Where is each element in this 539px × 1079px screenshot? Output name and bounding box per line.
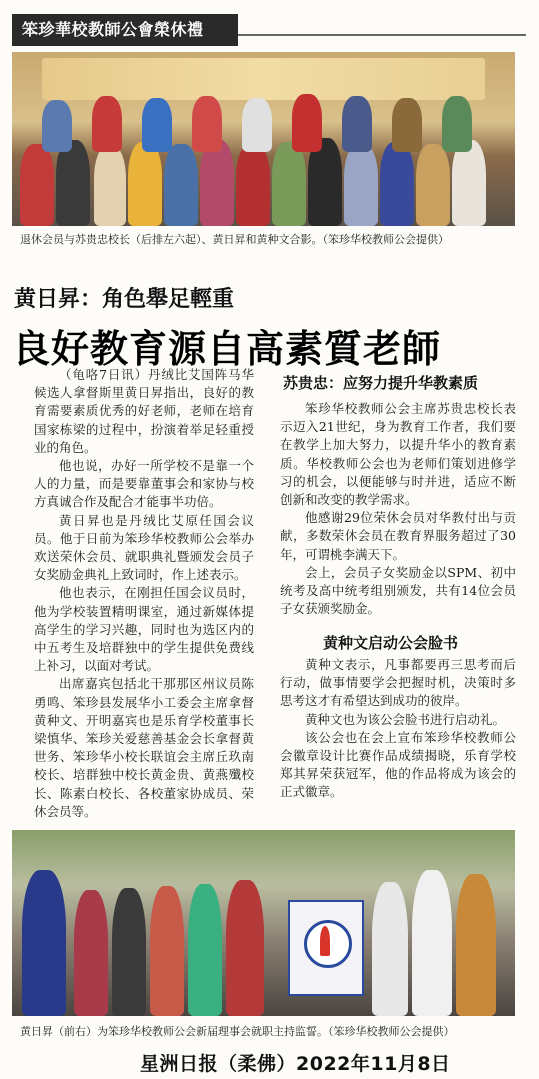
person	[226, 880, 264, 1016]
person	[112, 888, 146, 1016]
paragraph: 他也说，办好一所学校不是靠一个人的力量，而是要靠董事会和家协与校方真诚合作及配合才能事半功倍。	[34, 458, 254, 510]
person	[392, 98, 422, 152]
photo-banner	[42, 58, 485, 100]
person	[272, 142, 306, 226]
person	[22, 870, 66, 1016]
person	[344, 144, 378, 226]
paragraph: 黄种文也为该公会脸书进行启动礼。	[305, 711, 506, 727]
person	[380, 142, 414, 226]
torch-icon	[320, 926, 330, 956]
paragraph: 会上，会员子女奖励金以SPM、初中统考及高中统考组别颁发，共有14位会员子女获颁奖励金。	[280, 564, 516, 617]
person	[128, 142, 162, 226]
article-column-right-section1	[280, 400, 516, 618]
paragraph: 出席嘉宾包括北干那那区州议员陈勇鸣、笨珍县发展华小工委会主席拿督黄种文、开明嘉宾也是乐育学校董事长梁慎华、笨珍关爱慈善基金会长拿督黄世务、笨珍华小校长联谊会主席丘玖南校长、培群独中校长黄金贵、黄燕殲校长、陈素白校长、各校董家协成员、荣休会员等。	[34, 676, 254, 819]
article-column-right-section2	[280, 656, 516, 802]
person	[74, 890, 108, 1016]
paragraph: 黄日昇也是丹绒比艾原任国会议员。他于日前为笨珍华校教师公会举办欢送荣休会员、就职典礼暨颁发会员子女奖励金典礼上致词时，作上述表示。	[34, 512, 254, 583]
person	[188, 884, 222, 1016]
section-header-title: 笨珍華校教師公會榮休禮	[22, 20, 204, 39]
header-rule	[238, 14, 526, 46]
person	[242, 98, 272, 152]
person	[142, 98, 172, 152]
person	[192, 96, 222, 152]
person	[292, 94, 322, 152]
person	[94, 146, 126, 226]
paragraph: 该公会也在会上宣布笨珍华校教师公会徽章设计比赛作品成绩揭晓，乐育学校郑其昇荣获冠军，他的作品将成为该会的正式徽章。	[280, 729, 516, 800]
person	[236, 144, 270, 226]
paragraph: 他也表示，在刚担任国会议员时，他为学校装置精明课室，通过新媒体提高学生的学习兴趣，同时也为选区内的中五考生及培群独中的学生提供免费线上补习，以面对考试。	[34, 585, 254, 674]
person	[342, 96, 372, 152]
article-subheadline: 黄日昇：角色舉足輕重	[14, 287, 235, 312]
section-title-huang-zhongwen: 黄种文启动公会脸书	[323, 634, 459, 652]
person	[56, 140, 90, 226]
paragraph: 黄种文表示，凡事都要再三思考而后行动，做事情要学会把握时机，决策时多思考这才有希望达到成功的彼岸。	[280, 657, 516, 709]
photo-caption-bottom: 黄日昇（前右）为笨珍华校教师公会新届理事会就职主持监誓。（笨珍华校教师公会提供）	[20, 1025, 455, 1038]
section-title-su-guizhong: 苏贵忠：应努力提升华教素质	[283, 374, 479, 392]
person	[20, 144, 54, 226]
person	[456, 874, 496, 1016]
person	[42, 100, 72, 152]
person	[412, 870, 452, 1016]
source-credit: 星洲日报（柔佛）2022年11月8日	[140, 1053, 451, 1075]
association-logo-board	[288, 900, 364, 996]
person	[200, 140, 234, 226]
paragraph: 他感谢29位荣休会员对华教付出与贡献，多数荣休会员在教育界服务超过了30年，可谓桃李满天下。	[280, 510, 516, 562]
article-column-left	[34, 366, 254, 821]
paragraph: 笨珍华校教师公会主席苏贵忠校长表示迈入21世纪，身为教育工作者，我们要在教学上加大努力，以提升华小的教育素质。华校教师公会也为老师们策划进修学习的机会，以便能够与时并进，适应不断创新和改变的教学需求。	[280, 401, 516, 508]
person	[150, 886, 184, 1016]
person	[92, 96, 122, 152]
person	[372, 882, 408, 1016]
article-headline: 良好教育源自高素質老師	[12, 327, 442, 371]
group-photo-retirees	[12, 52, 515, 226]
person	[452, 140, 486, 226]
oath-ceremony-photo	[12, 830, 515, 1016]
person	[416, 144, 450, 226]
photo-caption-top: 退休会员与苏贵忠校长（后排左六起）、黄日昇和黄种文合影。（笨珍华校教师公会提供）	[20, 233, 449, 246]
section-header	[12, 14, 238, 46]
paragraph: （龟咯7日讯）丹绒比艾国阵马华候选人拿督斯里黄日昇指出，良好的教育需要素质优秀的好老师，老师在培育国家栋梁的过程中，扮演着举足轻重授业的角色。	[34, 367, 254, 455]
person	[442, 96, 472, 152]
person	[164, 144, 198, 226]
